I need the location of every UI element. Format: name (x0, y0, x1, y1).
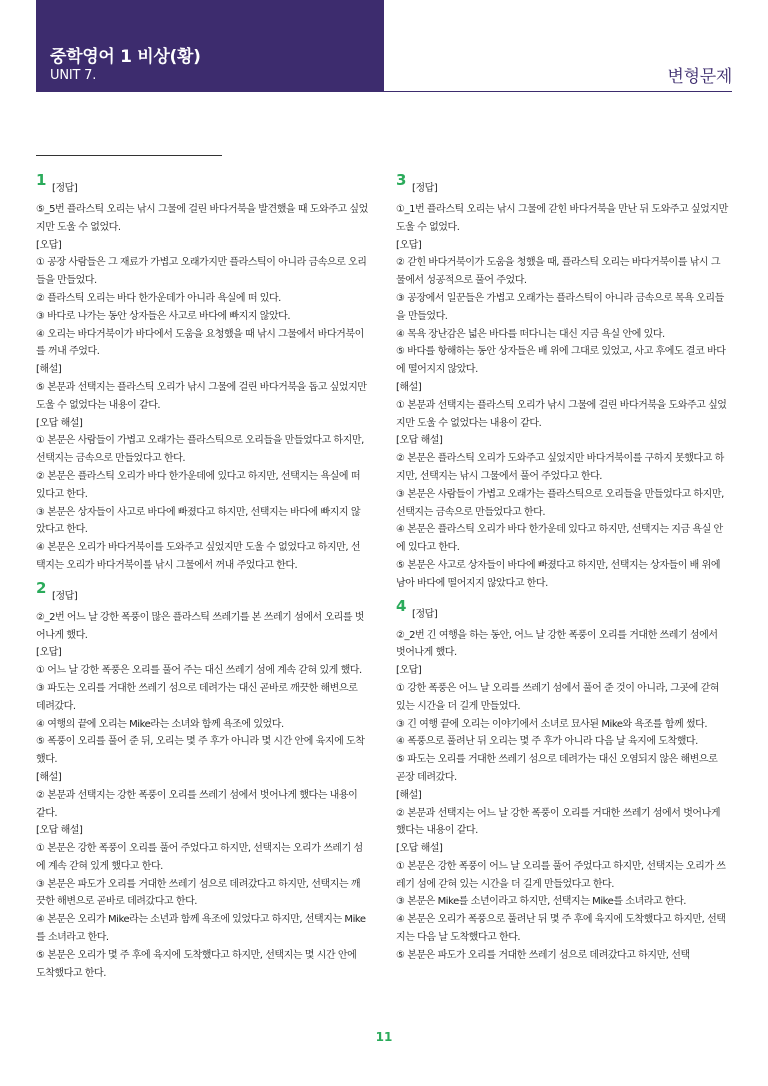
answer-line: ① 본문은 강한 폭풍이 오리를 풀어 주었다고 하지만, 선택지는 오리가 쓰레기 섬에 계속 갇혀 있게 했다고 한다. (36, 843, 363, 872)
answer-line: ③ 긴 여행 끝에 오리는 이야기에서 소녀로 묘사된 Mike와 욕조를 함께 썼다. (396, 718, 708, 730)
answer-line: ④ 본문은 오리가 바다거북이를 도와주고 싶었지만 도울 수 없었다고 하지만, 선택지는 오리가 바다거북이를 낚시 그물에서 꺼내 주었다고 한다. (36, 542, 361, 571)
answer-line: ②_2번 긴 여행을 하는 동안, 어느 날 강한 폭풍이 오리를 거대한 쓰레기 섬에서 벗어나게 했다. (396, 629, 718, 659)
question-block (396, 172, 728, 593)
question-number: 1 (36, 171, 46, 189)
question-block (36, 172, 368, 575)
answer-line: ② 플라스틱 오리는 바다 한가운데가 아니라 욕실에 떠 있다. (36, 292, 281, 304)
question-number: 4 (396, 596, 406, 615)
answer-line: ③ 본문은 파도가 오리를 거대한 쓰레기 섬으로 데려갔다고 하지만, 선택지는 깨끗한 해변으로 곧바로 데려갔다고 한다. (36, 878, 361, 908)
answer-line: [해설] (36, 771, 62, 783)
answer-line: ④ 본문은 오리가 Mike라는 소년과 함께 욕조에 있었다고 하지만, 선택지는 Mike를 소녀라고 한다. (36, 914, 366, 944)
answer-line: ① 강한 폭풍은 어느 날 오리를 쓰레기 섬에서 풀어 준 것이 아니라, 그곳에 갇혀 있는 시간을 더 길게 만들었다. (396, 682, 720, 712)
answer-line: [해설] (396, 381, 422, 393)
question-block (396, 598, 728, 965)
left-column (36, 172, 368, 982)
answer-line: ① 공장 사람들은 그 재료가 가볍고 오래가지만 플라스틱이 아니라 금속으로 오리들을 만들었다. (36, 257, 367, 287)
question-number: 2 (36, 578, 46, 597)
unit-label: UNIT 7. (50, 68, 97, 83)
question-number: 3 (396, 171, 406, 189)
answer-line: ⑤ 본문은 오리가 몇 주 후에 육지에 도착했다고 하지만, 선택지는 몇 시간 안에 도착했다고 한다. (36, 949, 357, 979)
answer-line: ④ 여행의 끝에 오리는 Mike라는 소녀와 함께 욕조에 있었다. (36, 718, 284, 730)
answer-line: ⑤ 폭풍이 오리를 풀어 준 뒤, 오리는 몇 주 후가 아니라 몇 시간 안에 육지에 도착했다. (36, 736, 365, 766)
answer-line: [오답] (396, 665, 422, 677)
answer-line: [해설] (396, 789, 422, 801)
answer-line: ③ 파도는 오리를 거대한 쓰레기 섬으로 데려가는 대신 곧바로 깨끗한 해변으로 데려갔다. (36, 682, 358, 712)
answer-line: [오답] (396, 239, 422, 251)
answer-line: ⑤ 바다를 항해하는 동안 상자들은 배 위에 그대로 있었고, 사고 후에도 결코 바다에 떨어지지 않았다. (396, 346, 726, 376)
answer-line: [해설] (36, 364, 62, 376)
answer-line: ① 본문은 강한 폭풍이 어느 날 오리를 풀어 주었다고 하지만, 선택지는 오리가 쓰레기 섬에 갇혀 있는 시간을 더 길게 만들었다고 한다. (396, 860, 726, 890)
answer-line: ⑤ 파도는 오리를 거대한 쓰레기 섬으로 데려가는 대신 오염되지 않은 해변으로 곧장 데려갔다. (396, 754, 718, 783)
answer-line: ④ 본문은 오리가 폭풍으로 풀려난 뒤 몇 주 후에 육지에 도착했다고 하지만, 선택지는 다음 날 도착했다고 한다. (396, 914, 726, 944)
answer-line: ④ 본문은 플라스틱 오리가 바다 한가운데 있다고 하지만, 선택지는 지금 욕실 안에 있다고 한다. (396, 524, 723, 554)
answer-line: ①_1번 플라스틱 오리는 낚시 그물에 갇힌 바다거북을 만난 뒤 도와주고 싶었지만 도울 수 없었다. (396, 204, 728, 233)
answer-line: ③ 본문은 상자들이 사고로 바다에 빠졌다고 하지만, 선택지는 바다에 빠지지 않았다고 한다. (36, 506, 361, 536)
answer-tag: [정답] (412, 608, 438, 620)
answer-line: ① 본문은 사람들이 가볍고 오래가는 플라스틱으로 오리들을 만들었다고 하지만, 선택지는 금속으로 만들었다고 한다. (36, 435, 364, 465)
answer-line: ② 본문은 플라스틱 오리가 도와주고 싶었지만 바다거북이를 구하지 못했다고 하지만, 선택지는 낚시 그물에서 풀어 주었다고 한다. (396, 453, 724, 482)
book-title: 중학영어 1 비상(황) (50, 47, 201, 67)
answer-line: [오답 해설] (36, 417, 83, 429)
question-block (36, 580, 368, 983)
answer-line: ④ 목욕 장난감은 넓은 바다를 떠다니는 대신 지금 욕실 안에 있다. (396, 328, 665, 340)
header-title-box (36, 0, 384, 92)
right-column (396, 172, 728, 965)
answer-line: ③ 바다로 나가는 동안 상자들은 사고로 바다에 빠지지 않았다. (36, 310, 291, 322)
answer-line: ① 어느 날 강한 폭풍은 오리를 풀어 주는 대신 쓰레기 섬에 계속 갇혀 있게 했다. (36, 665, 362, 677)
answer-tag: [정답] (412, 183, 438, 194)
header-divider (36, 91, 732, 92)
answer-line: ③ 공장에서 일꾼들은 가볍고 오래가는 플라스틱이 아니라 금속으로 목욕 오리들을 만들었다. (396, 292, 724, 322)
answer-line: ⑤ 본문과 선택지는 플라스틱 오리가 낚시 그물에 걸린 바다거북을 돕고 싶었지만 도울 수 없었다는 내용이 같다. (36, 381, 367, 411)
answer-line: [오답 해설] (396, 843, 443, 855)
answer-line: ② 본문과 선택지는 어느 날 강한 폭풍이 오리를 거대한 쓰레기 섬에서 벗어나게 했다는 내용이 같다. (396, 807, 721, 837)
answer-line: ③ 본문은 Mike를 소년이라고 하지만, 선택지는 Mike를 소녀라고 한다. (396, 896, 687, 908)
answer-tag: [정답] (52, 183, 78, 194)
page-number: 11 (375, 1030, 393, 1044)
answer-line: ② 갇힌 바다거북이가 도움을 청했을 때, 플라스틱 오리는 바다거북이를 낚시 그물에서 성공적으로 풀어 주었다. (396, 257, 721, 287)
answer-line: ⑤ 본문은 사고로 상자들이 바다에 빠졌다고 하지만, 선택지는 상자들이 배 위에 남아 바다에 떨어지지 않았다고 한다. (396, 559, 721, 589)
name-blank-line (36, 155, 222, 156)
answer-line: ⑤ 본문은 파도가 오리를 거대한 쓰레기 섬으로 데려갔다고 하지만, 선택 (396, 949, 690, 961)
answer-line: ① 본문과 선택지는 플라스틱 오리가 낚시 그물에 걸린 바다거북을 도와주고 싶었지만 도울 수 없었다는 내용이 같다. (396, 399, 727, 429)
answer-line: ②_2번 어느 날 강한 폭풍이 많은 플라스틱 쓰레기를 본 쓰레기 섬에서 오리를 벗어나게 했다. (36, 611, 365, 641)
answer-line: [오답] (36, 647, 62, 659)
answer-line: [오답 해설] (396, 435, 443, 447)
answer-line: ④ 오리는 바다거북이가 바다에서 도움을 요청했을 때 낚시 그물에서 바다거북이를 꺼내 주었다. (36, 328, 364, 358)
answer-line: [오답 해설] (36, 825, 83, 837)
answer-line: [오답] (36, 239, 62, 251)
section-label: 변형문제 (667, 67, 732, 87)
answer-line: ② 본문과 선택지는 강한 폭풍이 오리를 쓰레기 섬에서 벗어나게 했다는 내용이 같다. (36, 789, 358, 819)
answer-tag: [정답] (52, 590, 78, 602)
answer-line: ④ 폭풍으로 풀려난 뒤 오리는 몇 주 후가 아니라 다음 날 육지에 도착했다. (396, 736, 698, 748)
answer-line: ② 본문은 플라스틱 오리가 바다 한가운데에 있다고 하지만, 선택지는 욕실에 떠 있다고 한다. (36, 470, 361, 500)
answer-line: ③ 본문은 사람들이 가볍고 오래가는 플라스틱으로 오리들을 만들었다고 하지만, 선택지는 금속으로 만들었다고 한다. (396, 488, 724, 518)
answer-line: ⑤_5번 플라스틱 오리는 낚시 그물에 걸린 바다거북을 발견했을 때 도와주고 싶었지만 도울 수 없었다. (36, 204, 368, 233)
